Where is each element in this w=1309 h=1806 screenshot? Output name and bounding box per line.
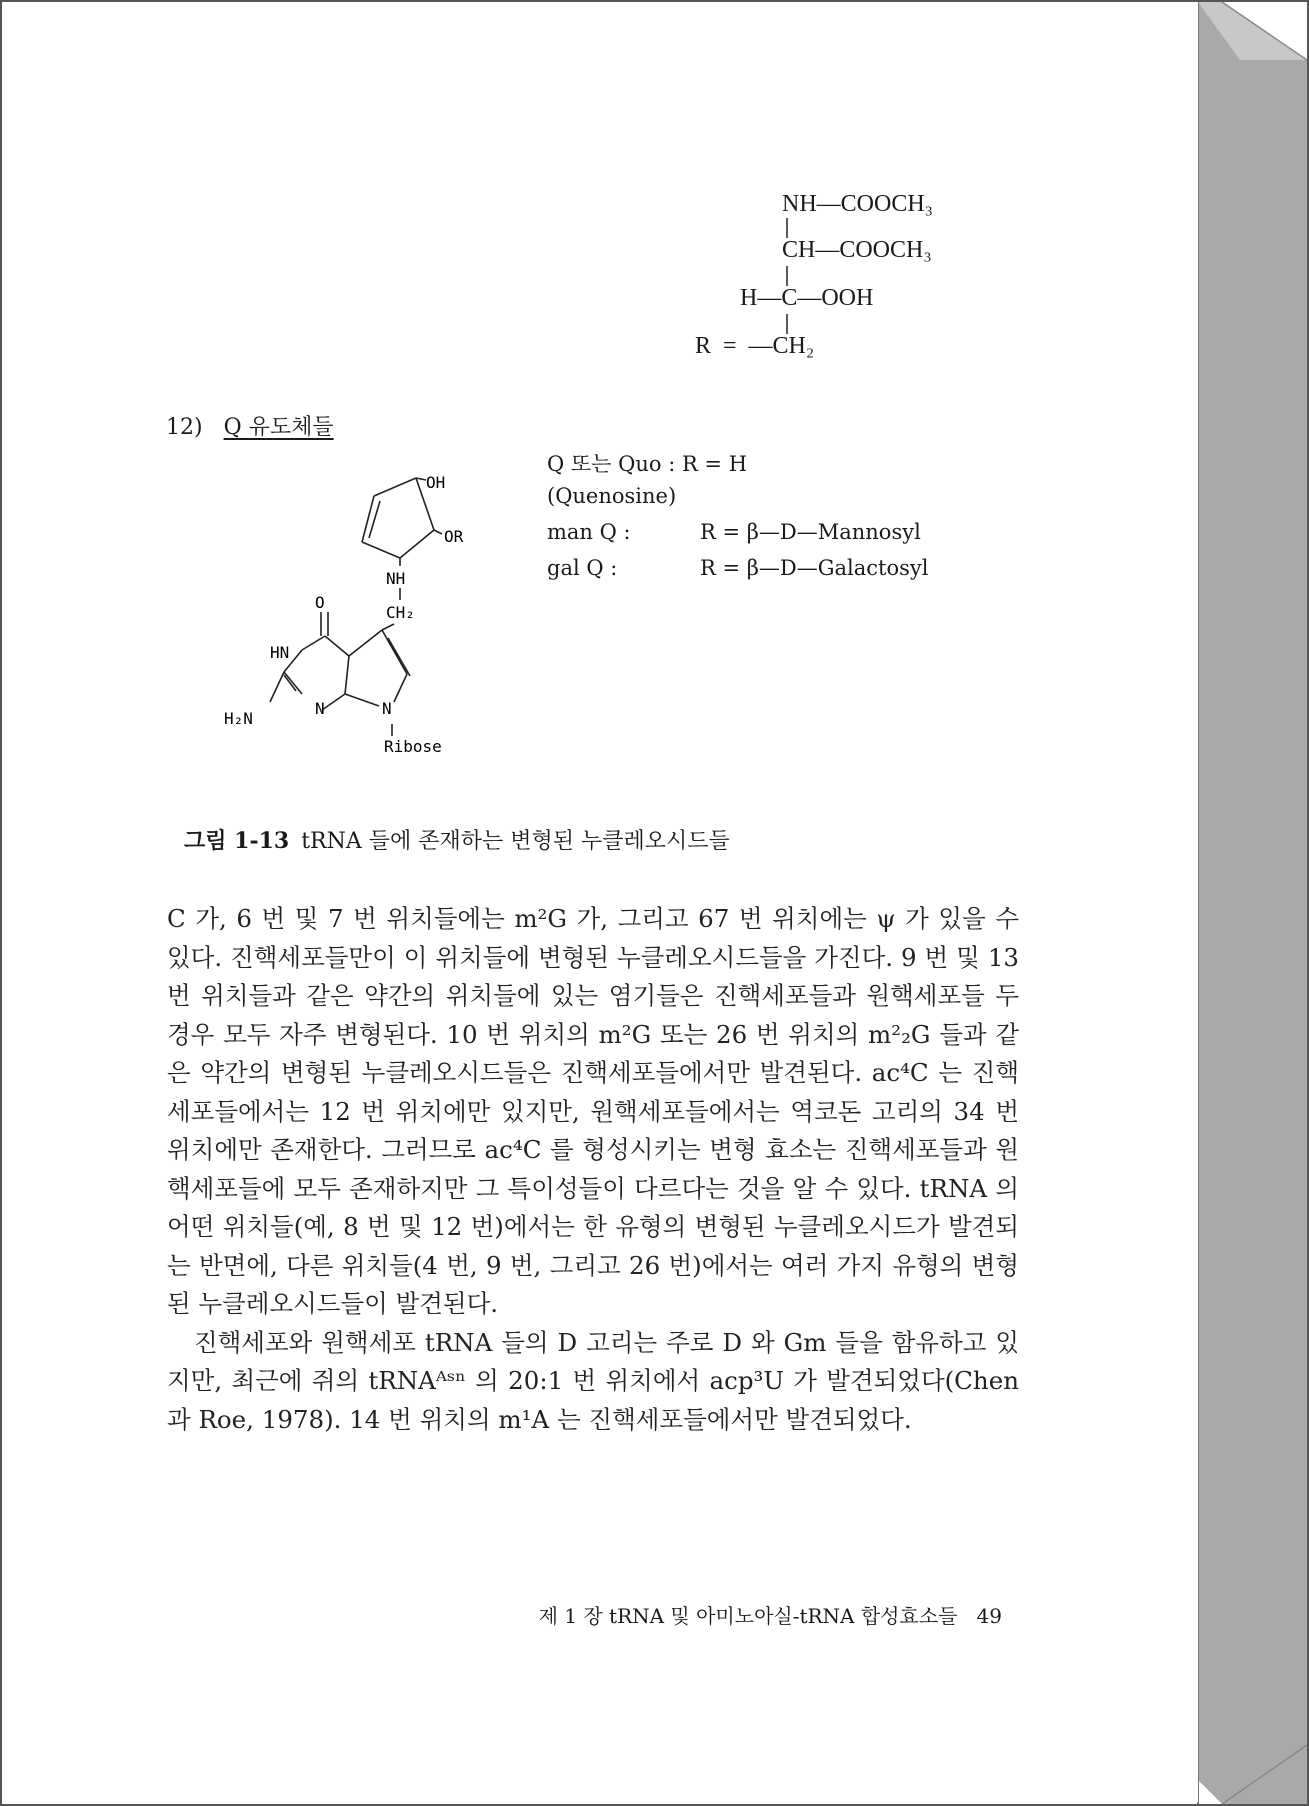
formula-line-1: NH—COOCH₃ (782, 191, 934, 217)
q-derivative-1: Q 또는 Quo : R = H (547, 452, 748, 476)
queuosine-structure (2, 2, 1198, 782)
page-number: 49 (976, 1604, 1002, 1628)
q-derivative-4-value: R = β—D—Galactosyl (700, 556, 929, 580)
section-number: 12) (166, 415, 203, 440)
label-ch2: CH₂ (386, 603, 415, 622)
label-nh: NH (386, 569, 406, 588)
q-derivative-3-name: man Q : (547, 520, 631, 544)
q-derivative-3-value: R = β—D—Mannosyl (700, 520, 921, 544)
q-derivative-2: (Quenosine) (547, 484, 677, 508)
label-o: O (315, 593, 325, 612)
book-page (2, 2, 1198, 1802)
figure-caption (184, 824, 730, 855)
formula-line-3: H—C—OOH (740, 285, 874, 311)
label-n2: N (382, 699, 392, 718)
footer-chapter: 제 1 장 tRNA 및 아미노아실-tRNA 합성효소들 (538, 1604, 958, 1628)
page-footer (422, 1600, 1002, 1629)
label-or: OR (444, 527, 464, 546)
label-n1: N (315, 699, 325, 718)
q-derivative-4-name: gal Q : (547, 556, 618, 580)
formula-line-2: CH—COOCH₃ (782, 237, 932, 263)
paragraph-1: C 가, 6 번 및 7 번 위치들에는 m²G 가, 그리고 67 번 위치에는 ψ 가 있을 수 있다. 진핵세포들만이 이 위치들에 변형된 누클레오시드들을 가진다. 9 번 및 13 번 위치들과 같은 약간의 위치들에 있는 염기들은 진핵세포들과 원핵세포들 두 경우 모두 자주 변형된다. 10 번 위치의 m²G 또는 26 번 위치의 m²₂G 들과 같은 약간의 변형된 누클레오시드들은 진핵세포들에서만 발견된다. ac⁴C 는 진핵세포들에서는 12 번 위치에만 있지만, 원핵세포들에서는 역코돈 고리의 34 번 위치에만 존재한다. 그러므로 ac⁴C 를 형성시키는 변형 효소는 진핵세포들과 원핵세포들에 모두 존재하지만 그 특이성들이 다르다는 것을 알 수 있다. tRNA 의 어떤 위치들(예, 8 번 및 12 번)에서는 한 유형의 변형된 누클레오시드가 발견되는 반면에, 다른 위치들(4 번, 9 번, 그리고 26 번)에서는 여러 가지 유형의 변형된 누클레오시드들이 발견된다. (167, 904, 1019, 1318)
label-hn: HN (270, 643, 290, 662)
caption-label: 그림 1-13 (184, 828, 290, 854)
caption-text: tRNA 들에 존재하는 변형된 누클레오시드들 (301, 829, 730, 854)
body-text (167, 900, 1019, 1439)
label-h2n: H₂N (224, 709, 253, 728)
formula-line-4: R = —CH₂ (695, 333, 815, 359)
label-ribose: Ribose (384, 737, 442, 756)
paragraph-2: 진핵세포와 원핵세포 tRNA 들의 D 고리는 주로 D 와 Gm 들을 함유하고 있지만, 최근에 쥐의 tRNAᴬˢⁿ 의 20:1 번 위치에서 acp³U 가 발견되었다(Chen 과 Roe, 1978). 14 번 위치의 m¹A 는 진핵세포들에서만 발견되었다. (167, 1327, 1019, 1434)
section-title: Q 유도체들 (223, 415, 334, 440)
label-oh: OH (426, 473, 446, 492)
